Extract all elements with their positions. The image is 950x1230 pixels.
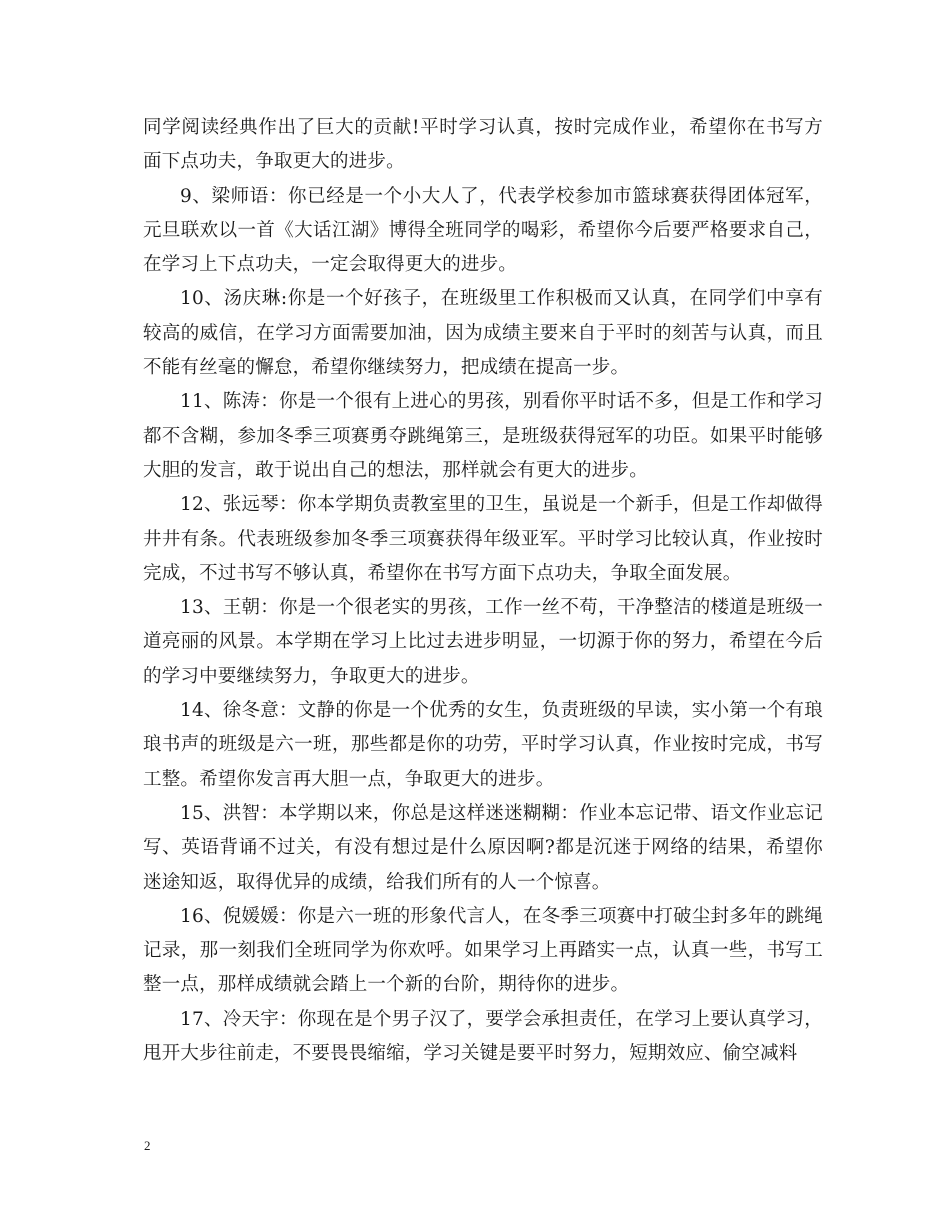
paragraph-comment-15: 15、洪智：本学期以来，你总是这样迷迷糊糊：作业本忘记带、语文作业忘记写、英语背诵不过关，有没有想过是什么原因啊?都是沉迷于网络的结果，希望你迷途知返，取得优异的成绩，给我们所有的人一个惊喜。 (143, 802, 823, 893)
paragraph-comment-10: 10、汤庆琳:你是一个好孩子，在班级里工作积极而又认真，在同学们中享有较高的威信，在学习方面需要加油，因为成绩主要来自于平时的刻苦与认真，而且不能有丝毫的懈怠，希望你继续努力，把成绩在提高一步。 (143, 288, 823, 379)
paragraph-comment-17: 17、冷天宇：你现在是个男子汉了，要学会承担责任，在学习上要认真学习，甩开大步往前走，不要畏畏缩缩，学习关键是要平时努力，短期效应、偷空减料 (143, 1008, 823, 1065)
paragraph-continuation: 同学阅读经典作出了巨大的贡献!平时学习认真，按时完成作业，希望你在书写方面下点功夫，争取更大的进步。 (143, 117, 823, 173)
paragraph-comment-14: 14、徐冬意：文静的你是一个优秀的女生，负责班级的早读，实小第一个有琅琅书声的班级是六一班，那些都是你的功劳，平时学习认真，作业按时完成，书写工整。希望你发言再大胆一点，争取更大的进步。 (143, 700, 823, 790)
paragraph-comment-11: 11、陈涛：你是一个很有上进心的男孩，别看你平时话不多，但是工作和学习都不含糊，参加冬季三项赛勇夺跳绳第三，是班级获得冠军的功臣。如果平时能够大胆的发言，敢于说出自己的想法，那样就会有更大的进步。 (143, 391, 823, 481)
paragraph-comment-13: 13、王朝：你是一个很老实的男孩，工作一丝不苟，干净整洁的楼道是班级一道亮丽的风景。本学期在学习上比过去进步明显，一切源于你的努力，希望在今后的学习中要继续努力，争取更大的进步。 (143, 597, 823, 687)
paragraph-comment-12: 12、张远琴：你本学期负责教室里的卫生，虽说是一个新手，但是工作却做得井井有条。代表班级参加冬季三项赛获得年级亚军。平时学习比较认真，作业按时完成，不过书写不够认真，希望你在书写方面下点功夫，争取全面发展。 (143, 494, 823, 584)
page-number: 2 (144, 1138, 151, 1153)
document-body (143, 111, 823, 1071)
paragraph-comment-16: 16、倪媛媛：你是六一班的形象代言人，在冬季三项赛中打破尘封多年的跳绳记录，那一刻我们全班同学为你欢呼。如果学习上再踏实一点，认真一些，书写工整一点，那样成绩就会踏上一个新的台阶，期待你的进步。 (143, 905, 823, 996)
paragraph-comment-9: 9、梁师语：你已经是一个小大人了，代表学校参加市篮球赛获得团体冠军，元旦联欢以一首《大话江湖》博得全班同学的喝彩，希望你今后要严格要求自己，在学习上下点功夫，一定会取得更大的进步。 (143, 185, 823, 276)
